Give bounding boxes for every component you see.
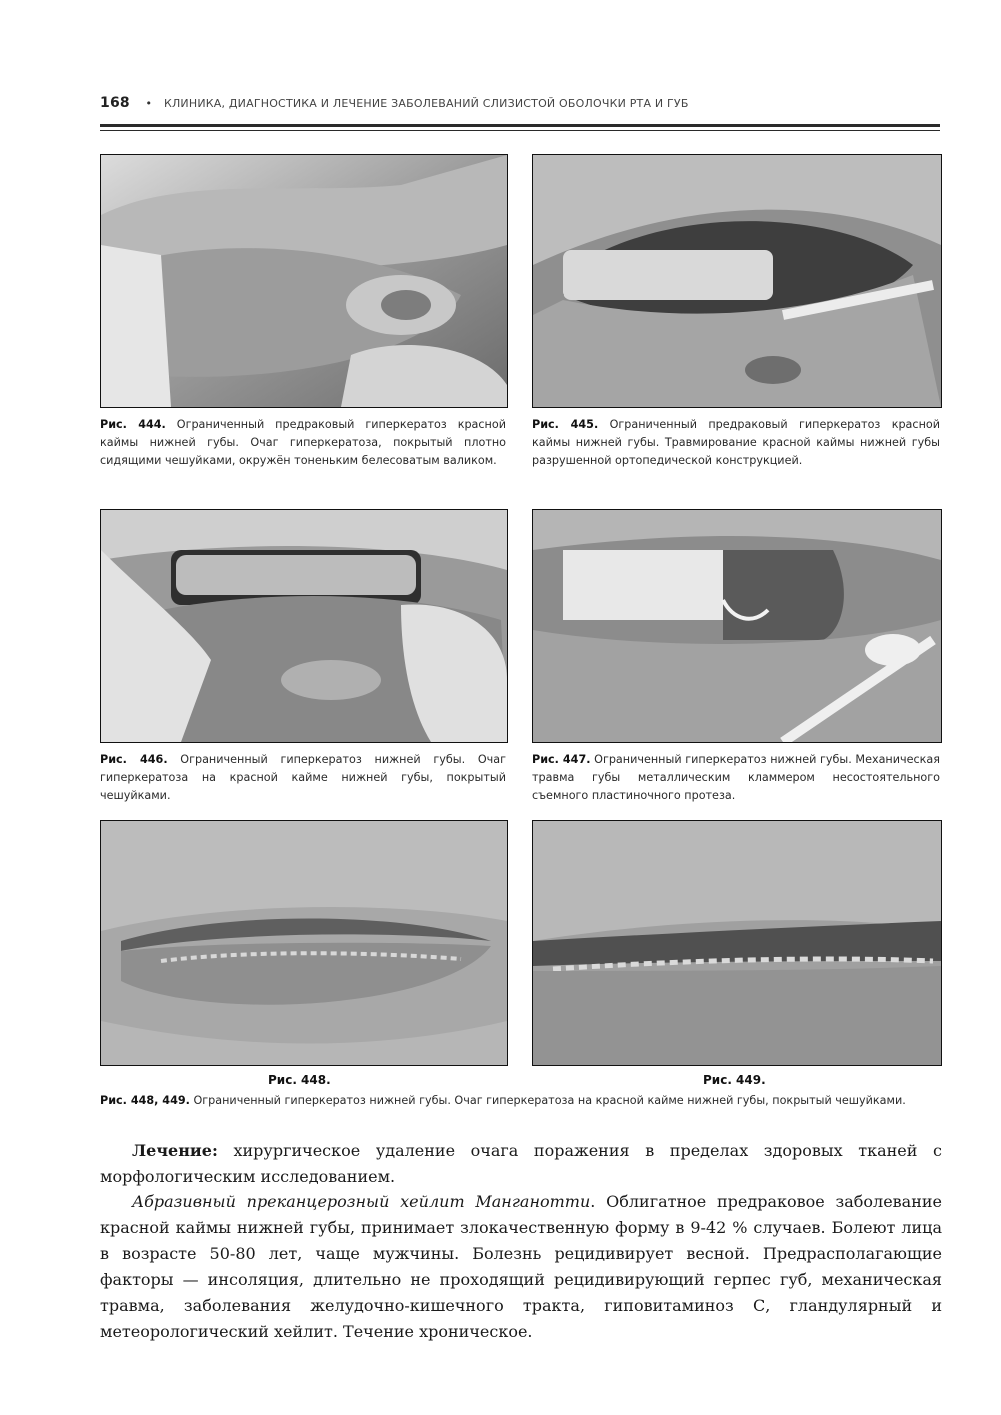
figure-449-photo xyxy=(532,820,942,1066)
manganotti-text: . Облигатное предраковое заболевание красной каймы нижней губы, принимает злокачественную форму в 9-42 % случаев. Болеют лица в возрасте 50-80 лет, чаще мужчины. Болезнь рецидивирует весной. Предрасполагающие факторы — инсоляция, длительно не проходящий рецидивирующий герпес губ, механическая травма, заболевания желудочно-кишечного тракта, гиповитаминоз С, гландулярный и метеорологический хейлит. Течение хроническое. xyxy=(100,1192,943,1341)
figure-444-caption xyxy=(100,416,506,470)
figure-446-photo xyxy=(100,509,508,743)
body-paragraph-manganotti xyxy=(100,1189,942,1345)
body-paragraph-treatment xyxy=(100,1138,942,1190)
page-number: 168 xyxy=(100,95,130,111)
treatment-heading: Лечение: xyxy=(132,1141,218,1160)
header-rule-thin xyxy=(100,130,940,131)
figure-446-label: Рис. 446. xyxy=(100,753,168,766)
running-header xyxy=(100,95,940,115)
figure-447-caption-text: Ограниченный гиперкератоз нижней губы. Механическая травма губы металлическим кламмером несостоятельного съемного пластиночного протеза. xyxy=(532,753,940,802)
figure-444-photo xyxy=(100,154,508,408)
figure-449-label: Рис. 449. xyxy=(703,1073,766,1087)
figure-447-label: Рис. 447. xyxy=(532,753,591,766)
treatment-text: хирургическое удаление очага поражения в пределах здоровых тканей с морфологическим исследованием. xyxy=(100,1141,942,1186)
figure-446-caption xyxy=(100,751,506,805)
figure-448-449-caption xyxy=(100,1092,942,1110)
figure-448-449-label: Рис. 448, 449. xyxy=(100,1094,190,1107)
header-rule-thick xyxy=(100,124,940,127)
header-bullet: • xyxy=(145,97,153,110)
running-title: КЛИНИКА, ДИАГНОСТИКА И ЛЕЧЕНИЕ ЗАБОЛЕВАНИЙ СЛИЗИСТОЙ ОБОЛОЧКИ РТА И ГУБ xyxy=(163,97,689,110)
figure-448-photo xyxy=(100,820,508,1066)
figure-444-caption-text: Ограниченный предраковый гиперкератоз красной каймы нижней губы. Очаг гиперкератоза, покрытый плотно сидящими чешуйками, окружён тоненьким белесоватым валиком. xyxy=(100,418,506,467)
figure-447-photo xyxy=(532,509,942,743)
figure-444-label: Рис. 444. xyxy=(100,418,166,431)
figure-448-label: Рис. 448. xyxy=(268,1073,331,1087)
figure-445-caption xyxy=(532,416,940,470)
figure-448-449-caption-text: Ограниченный гиперкератоз нижней губы. Очаг гиперкератоза на красной кайме нижней губы, покрытый чешуйками. xyxy=(189,1094,906,1107)
figure-447-caption xyxy=(532,751,940,805)
figure-446-caption-text: Ограниченный гиперкератоз нижней губы. Очаг гиперкератоза на красной кайме нижней губы, покрытый чешуйками. xyxy=(100,753,507,802)
manganotti-term: Абразивный преканцерозный хейлит Манганотти xyxy=(132,1192,591,1211)
figure-445-caption-text: Ограниченный предраковый гиперкератоз красной каймы нижней губы. Травмирование красной каймы нижней губы разрушенной ортопедической конструкцией. xyxy=(532,418,940,467)
figure-445-photo xyxy=(532,154,942,408)
figure-445-label: Рис. 445. xyxy=(532,418,599,431)
